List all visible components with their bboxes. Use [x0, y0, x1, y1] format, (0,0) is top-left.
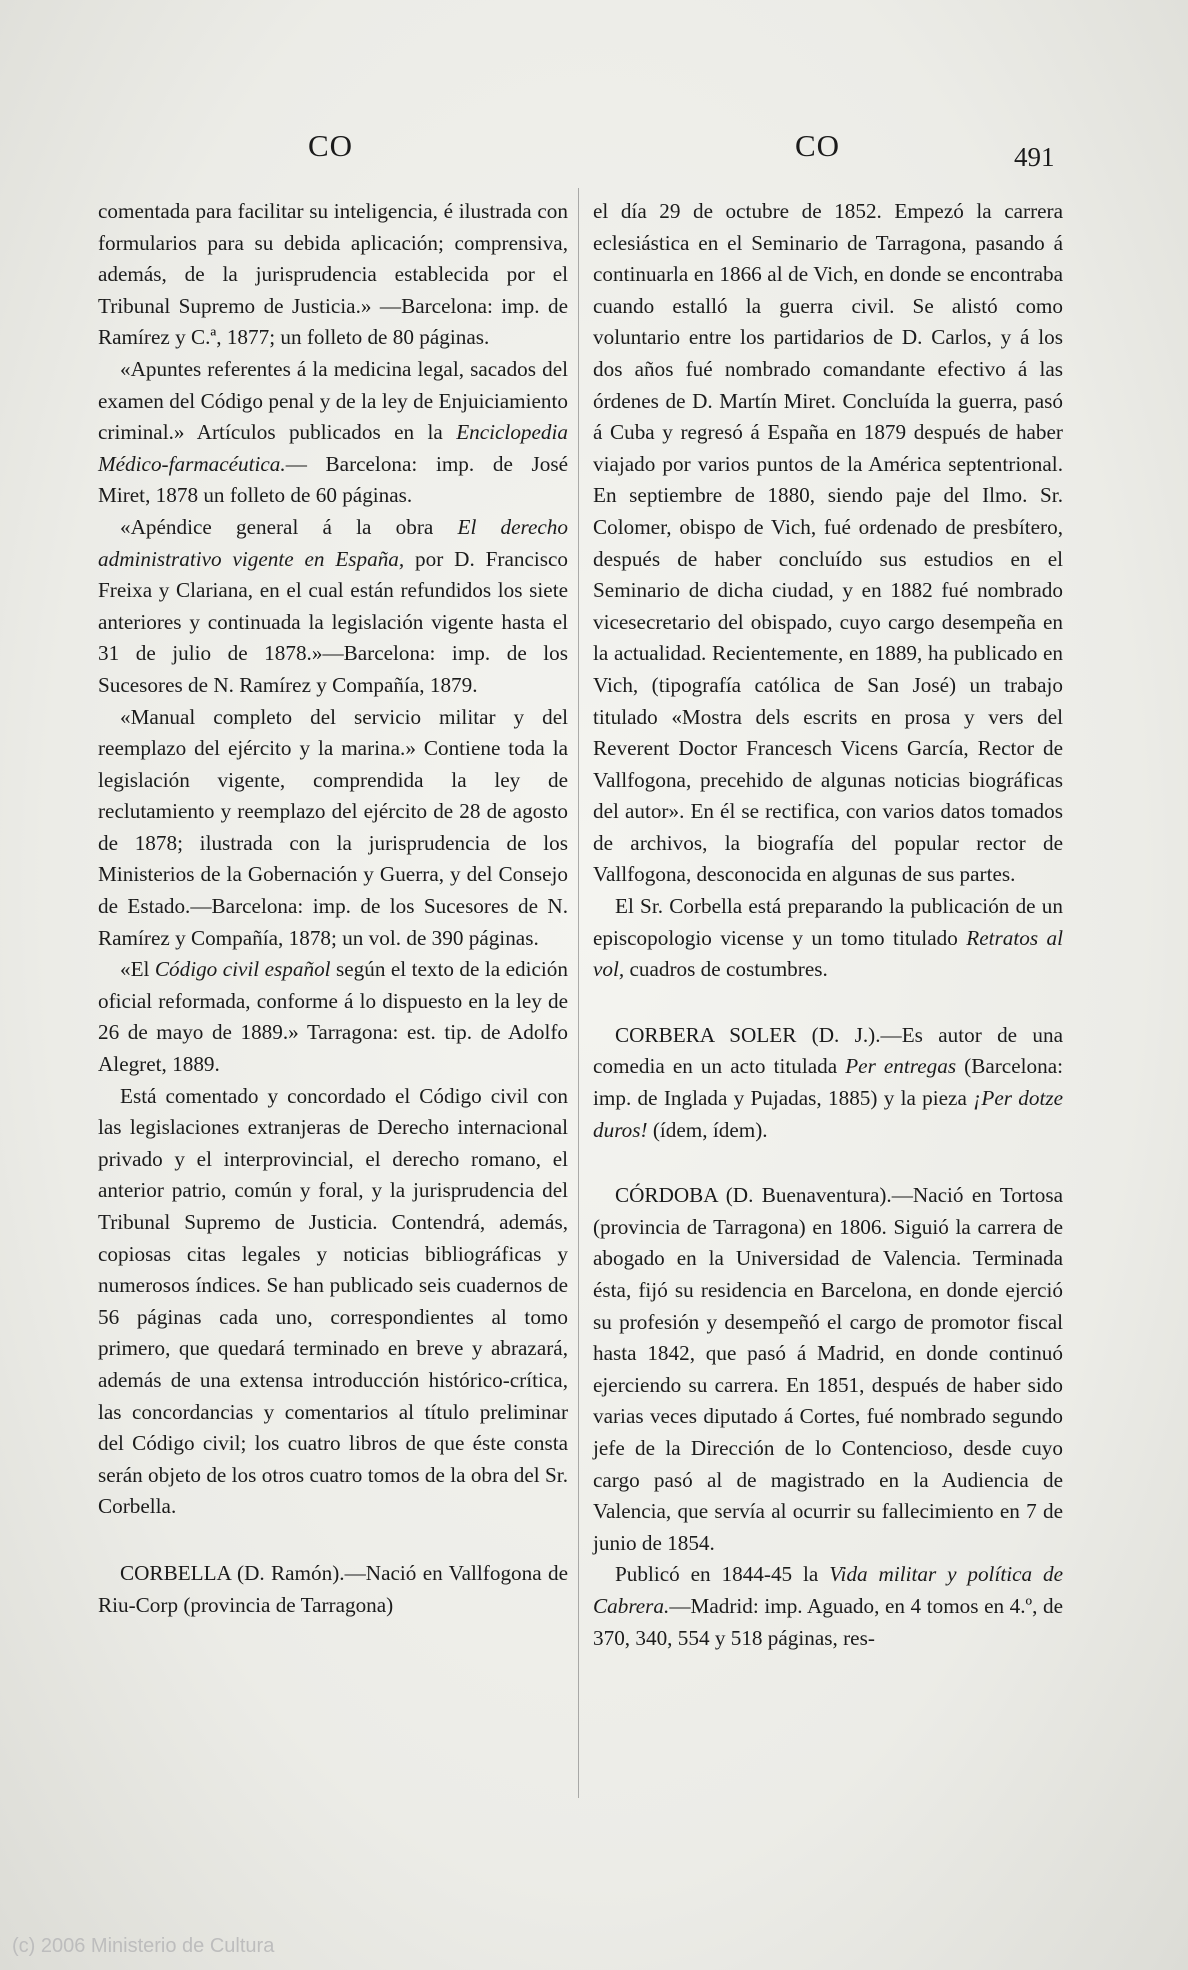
left-column: [98, 196, 568, 1621]
paragraph: «Manual completo del servicio militar y del reemplazo del ejército y la marina.» Contiene toda la legislación vigente, comprendida la ley de reclutamiento y reemplazo del ejército de 28 de agosto de 1878; ilustrada con la jurisprudencia de los Ministerios de la Gobernación y Guerra, y del Consejo de Estado.—Barcelona: imp. de los Sucesores de N. Ramírez y Compañía, 1878; un vol. de 390 páginas.: [98, 704, 568, 950]
paragraph: «Apuntes referentes á la medicina legal, sacados del examen del Código penal y de la ley de Enjuiciamiento criminal.» Artículos publicados en la Enciclopedia Médico-farmacéutica.— Barcelona: imp. de José Miret, 1878 un folleto de 60 páginas.: [98, 356, 568, 508]
paragraph: El Sr. Corbella está preparando la publicación de un episcopologio vicense y un tomo titulado Retratos al vol, cuadros de costumbres.: [593, 894, 1064, 982]
copyright-watermark: (c) 2006 Ministerio de Cultura: [12, 1935, 275, 1957]
entry-heading-corbera: CORBERA SOLER (D. J.).—Es autor de una comedia en un acto titulada Per entregas (Barcelona: imp. de Inglada y Pujadas, 1885) y la pieza ¡Per dotze duros! (ídem, ídem).: [593, 1022, 1063, 1142]
paragraph: el día 29 de octubre de 1852. Empezó la carrera eclesiástica en el Seminario de Tarragona, pasando á continuarla en 1866 al de Vich, en donde se encontraba cuando estalló la guerra civil. Se alistó como voluntario entre los partidarios de D. Carlos, y á los dos años fué nombrado comandante efectivo á las órdenes de D. Martín Miret. Concluída la guerra, pasó á Cuba y regresó á España en 1879 después de haber viajado por varios puntos de la América septentrional. En septiembre de 1880, siendo paje del Ilmo. Sr. Colomer, obispo de Vich, fué ordenado de presbítero, después de haber concluído sus estudios en el Seminario de dicha ciudad, y en 1882 fué nombrado vicesecretario del obispado, cuyo cargo desempeña en la actualidad. Recientemente, en 1889, ha publicado en Vich, (tipografía católica de San José) un trabajo titulado «Mostra dels escrits en prosa y vers del Reverent Doctor Francesch Vicens García, Rector de Vallfogona, precehido de algunas noticias biográficas del autor». En él se rectifica, con varios datos tomados de archivos, la biografía del popular rector de Vallfogona, desconocida en algunas de sus partes.: [593, 199, 1063, 887]
paragraph: «Apéndice general á la obra El derecho administrativo vigente en España, por D. Francisco Freixa y Clariana, en el cual están refundidos los siete anteriores y continuada la legislación vigente hasta el 31 de julio de 1878.»—Barcelona: imp. de los Sucesores de N. Ramírez y Compañía, 1879.: [98, 514, 568, 697]
right-column: [593, 196, 1063, 1654]
page-number: 491: [1014, 142, 1055, 172]
running-head-left: CO: [308, 128, 354, 163]
paragraph: Está comentado y concordado el Código civil con las legislaciones extranjeras de Derecho internacional privado y el interprovincial, el derecho romano, el anterior patrio, común y foral, y la jurisprudencia del Tribunal Supremo de Justicia. Contendrá, además, copiosas citas legales y noticias bibliográficas y numerosos índices. Se han publicado seis cuadernos de 56 páginas cada uno, correspondientes al tomo primero, que quedará terminado en breve y abrazará, además de una extensa introducción histórico-crítica, las concordancias y comentarios al título preliminar del Código civil; los cuatro libros de que éste consta serán objeto de los otros cuatro tomos de la obra del Sr. Corbella.: [98, 1083, 568, 1519]
paragraph: comentada para facilitar su inteligencia, é ilustrada con formularios para su debida aplicación; comprensiva, además, de la jurisprudencia establecida por el Tribunal Supremo de Justicia.» —Barcelona: imp. de Ramírez y C.ª, 1877; un folleto de 80 páginas.: [98, 199, 568, 350]
running-head-right: CO: [795, 128, 841, 163]
entry-heading-corbella: CORBELLA (D. Ramón).—Nació en Vallfogona de Riu-Corp (provincia de Tarragona): [98, 1560, 568, 1617]
paragraph: «El Código civil español según el texto de la edición oficial reformada, conforme á lo dispuesto en la ley de 26 de mayo de 1889.» Tarragona: est. tip. de Adolfo Alegret, 1889.: [98, 957, 568, 1077]
column-divider: [578, 188, 579, 1798]
paragraph: Publicó en 1844-45 la Vida militar y política de Cabrera.—Madrid: imp. Aguado, en 4 tomos en 4.º, de 370, 340, 554 y 518 páginas, res-: [593, 1562, 1063, 1650]
entry-heading-cordoba: CÓRDOBA (D. Buenaventura).—Nació en Tortosa (provincia de Tarragona) en 1806. Siguió la carrera de abogado en la Universidad de Valencia. Terminada ésta, fijó su residencia en Barcelona, en donde ejerció su profesión y desempeñó el cargo de promotor fiscal hasta 1842, que pasó á Madrid, en donde continuó ejerciendo su carrera. En 1851, después de haber sido varias veces diputado á Cortes, fué nombrado segundo jefe de la Dirección de lo Contencioso, desde cuyo cargo pasó al de magistrado en la Audiencia de Valencia, que servía al ocurrir su fallecimiento en 7 de junio de 1854.: [593, 1183, 1063, 1555]
